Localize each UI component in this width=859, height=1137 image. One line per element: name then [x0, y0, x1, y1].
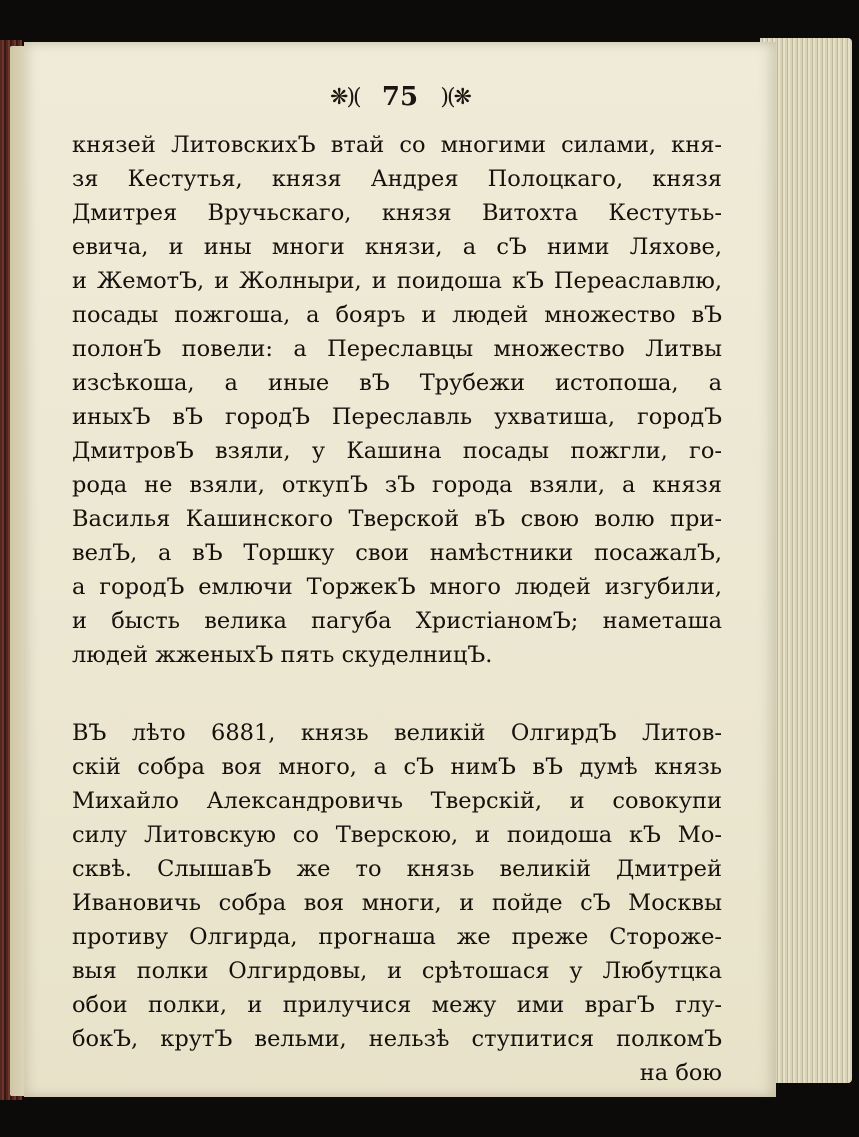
text-line: полонЪ повели: а Переславцы множество Литвы — [72, 336, 722, 362]
text-line: посады пожгоша, а бояръ и людей множество вЪ — [72, 302, 722, 328]
text-line: иныхЪ вЪ городЪ Переславль ухватиша, городЪ — [72, 404, 722, 430]
text-line: ДмитровЪ взяли, у Кашина посады пожгли, го- — [72, 438, 722, 464]
paragraph-gap — [72, 672, 722, 716]
text-line: князей ЛитовскихЪ втай со многими силами, кня- — [72, 132, 722, 158]
text-line: Дмитрея Вручьскаго, князя Витохта Кестутьь- — [72, 200, 722, 226]
text-line: Ивановичь собра воя многи, и пойде сЪ Москвы — [72, 890, 722, 916]
book-page — [24, 42, 776, 1097]
page-header — [24, 82, 776, 112]
text-line: Василья Кашинского Тверской вЪ свою волю при- — [72, 506, 722, 532]
page-body — [72, 128, 722, 1090]
paragraph-1 — [72, 128, 722, 672]
text-line: бокЪ, крутЪ вельми, нельзѣ ступитися полкомЪ — [72, 1026, 722, 1052]
text-line: велЪ, а вЪ Торшку свои намѣстники посажалЪ, — [72, 540, 722, 566]
text-line: силу Литовскую со Тверскою, и поидоша кЪ Мо- — [72, 822, 722, 848]
text-line: и бысть велика пагуба ХристіаномЪ; наметаша — [72, 608, 722, 634]
text-line: рода не взяли, откупЪ зЪ города взяли, а князя — [72, 472, 722, 498]
text-line: и ЖемотЪ, и Жолныри, и поидоша кЪ Переаславлю, — [72, 268, 722, 294]
text-line: ВЪ лѣто 6881, князь великій ОлгирдЪ Литов- — [72, 720, 722, 746]
text-line: сквѣ. СлышавЪ же то князь великій Дмитрей — [72, 856, 722, 882]
header-ornament-left: ❋)( — [330, 85, 360, 110]
text-line: скій собра воя много, а сЪ нимЪ вЪ думѣ князь — [72, 754, 722, 780]
text-line: противу Олгирда, прогнаша же преже Стороже- — [72, 924, 722, 950]
text-line: Михайло Александровичь Тверскій, и совокупи — [72, 788, 722, 814]
text-line: выя полки Олгирдовы, и срѣтошася у Любутцка — [72, 958, 722, 984]
text-line: людей жженыхЪ пять скуделницЪ. — [72, 642, 493, 668]
text-line: зя Кестутья, князя Андрея Полоцкаго, князя — [72, 166, 722, 192]
text-line: а городЪ емлючи ТоржекЪ много людей изгубили, — [72, 574, 722, 600]
text-line: изсѣкоша, а иные вЪ Трубежи истопоша, а — [72, 370, 722, 396]
text-line: обои полки, и прилучися межу ими врагЪ глу- — [72, 992, 722, 1018]
paragraph-2 — [72, 716, 722, 1090]
text-line: евича, и ины многи князи, а сЪ ними Ляхове, — [72, 234, 722, 260]
page-number: 75 — [381, 82, 419, 112]
header-ornament-right: )(❋ — [440, 85, 470, 110]
catchword: на бою — [639, 1060, 722, 1086]
